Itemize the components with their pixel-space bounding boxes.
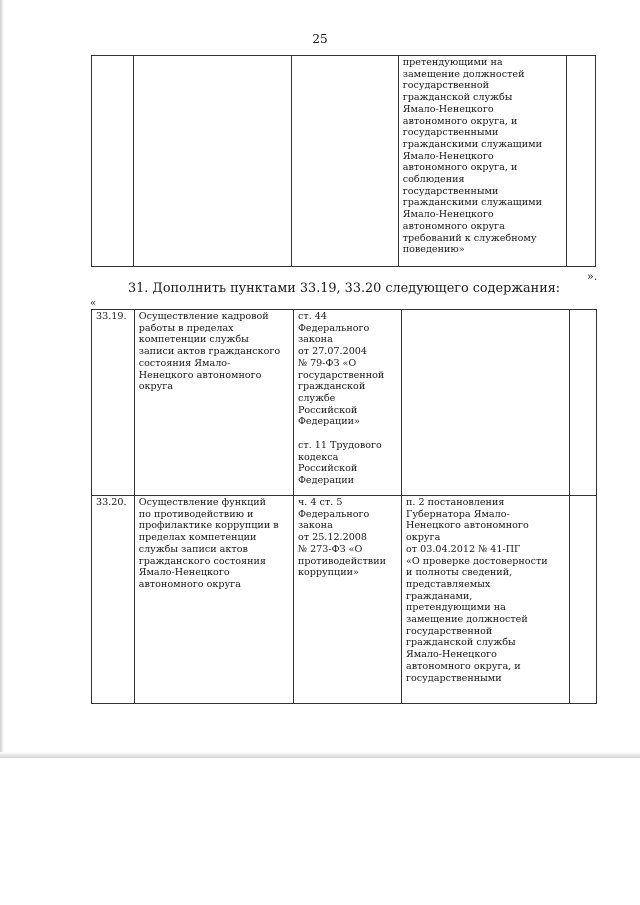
cell-text-line: государственными [406,672,502,684]
cell-text-line: пределах компетенции [138,532,257,544]
table-row [92,310,597,496]
cell-text-line: соблюдения [402,174,465,186]
cell-text-line: закона [297,334,333,346]
continuation-table [91,55,596,267]
cell-text-line: № 79-ФЗ «О [297,357,357,369]
cell-text-line: автономного округа [402,220,505,232]
cell-federal-law [291,56,398,267]
cell-text-line: службы записи актов [138,543,248,555]
cell-text-line: автономного округа, и [406,660,521,672]
cell-text-line: гражданами, [406,590,473,602]
cell-text-line: претендующими на [402,57,503,68]
cell-text-line: от 25.12.2008 [297,532,368,544]
cell-text-line: Осуществление функций [138,497,267,508]
cell-text-line: государственной [406,625,493,637]
cell-text-line: замещение должностей [406,614,528,626]
cell-function [134,56,291,267]
cell-text-line: Ямало-Ненецкого [402,150,494,162]
cell-text-line: Губернатора Ямало- [406,508,510,520]
cell-text-line: требований к служебному [402,232,537,244]
cell-text-line: противодействии [297,555,386,567]
closing-quote: ». [587,270,598,283]
cell-text-line: «О проверке достоверности [406,555,548,567]
cell-text-line: замещение должностей [402,68,525,80]
scan-bottom-margin [0,758,640,905]
cell-text-line: Федерального [297,322,370,334]
cell-text-line: гражданскими служащими [402,138,542,150]
table-row [92,56,596,267]
cell-function [134,310,293,496]
cell-text-line: кодекса [297,451,339,463]
scan-shadow [0,0,4,760]
cell-text-line: работы в пределах [138,322,234,334]
cell-text-line: ст. 44 [297,311,327,322]
cell-text-line: Осуществление кадровой [138,311,269,322]
cell-text-line: компетенции службы [138,334,249,346]
cell-text-line: государственными [402,127,499,139]
cell-text-line: Ямало-Ненецкого [402,209,494,221]
cell-text-line: Ямало-Ненецкого [138,567,230,579]
cell-text-line: Ямало-Ненецкого [406,649,497,661]
amendment-table [91,309,597,704]
cell-text-line: профилактике коррупции в [138,520,279,532]
cell-text-line: службе [297,392,336,404]
cell-text-line: № 273-ФЗ «О [297,543,363,555]
cell-empty [569,496,596,704]
cell-text-line: гражданского состояния [138,555,266,567]
cell-text-line: Федерации» [297,416,360,428]
cell-text-line: Ненецкого автономного [406,520,529,532]
cell-number [92,56,134,267]
cell-text-line: Ямало-Ненецкого [402,103,494,115]
cell-text-line: претендующими на [406,602,506,614]
cell-text-line: по противодействию и [138,508,254,520]
cell-text-line: автономного округа, и [402,162,518,174]
amendment-heading: 31. Дополнить пунктами 33.19, 33.20 следующего содержания: [128,281,561,296]
cell-text-line: ст. 11 Трудового [297,440,382,452]
cell-text-line: гражданской [297,381,366,393]
page-number: 25 [312,32,328,46]
cell-text-line: ч. 4 ст. 5 [297,497,343,508]
cell-text-line: закона [297,520,333,532]
cell-text-line: состояния Ямало- [138,357,231,369]
cell-text-line: округа [138,381,174,393]
cell-regional-act [402,496,570,704]
cell-text-line: гражданской службы [406,637,516,649]
cell-text-line: Ненецкого автономного [138,369,262,381]
cell-regional-act [398,56,567,267]
cell-text-line: Федерального [297,508,370,520]
cell-text-line: автономного округа, и [402,115,518,127]
cell-text-line: и полноты сведений, [406,567,513,579]
cell-text-line: государственными [402,185,499,197]
cell-function [134,496,293,704]
cell-text-line: государственной [402,80,490,92]
cell-federal-law [293,310,401,496]
cell-regional-act [402,310,570,496]
cell-text-line: записи актов гражданского [138,346,281,358]
opening-quote: « [90,298,97,309]
cell-empty [569,310,596,496]
cell-federal-law [293,496,401,704]
cell-text-line: поведению» [402,244,465,256]
cell-text-line: представляемых [406,578,491,590]
cell-text-line: от 27.07.2004 [297,346,368,358]
cell-text-line: автономного округа [138,578,241,590]
cell-text-line: Российской [297,404,358,416]
cell-text-line: гражданской службы [402,92,513,104]
cell-text-line: коррупции» [297,567,359,579]
cell-text-line: Федерации [297,475,354,487]
cell-number: 33.20. [92,496,135,704]
cell-text-line: государственной [297,369,385,381]
cell-text-line: от 03.04.2012 № 41-ПГ [406,543,521,555]
cell-text-line: Российской [297,463,358,475]
cell-empty [567,56,596,267]
cell-text-line: гражданскими служащими [402,197,542,209]
paragraph-gap [298,428,397,440]
table-row [92,496,597,704]
cell-text-line: п. 2 постановления [406,497,505,508]
cell-text-line: округа [406,532,441,544]
cell-number: 33.19. [92,310,135,496]
